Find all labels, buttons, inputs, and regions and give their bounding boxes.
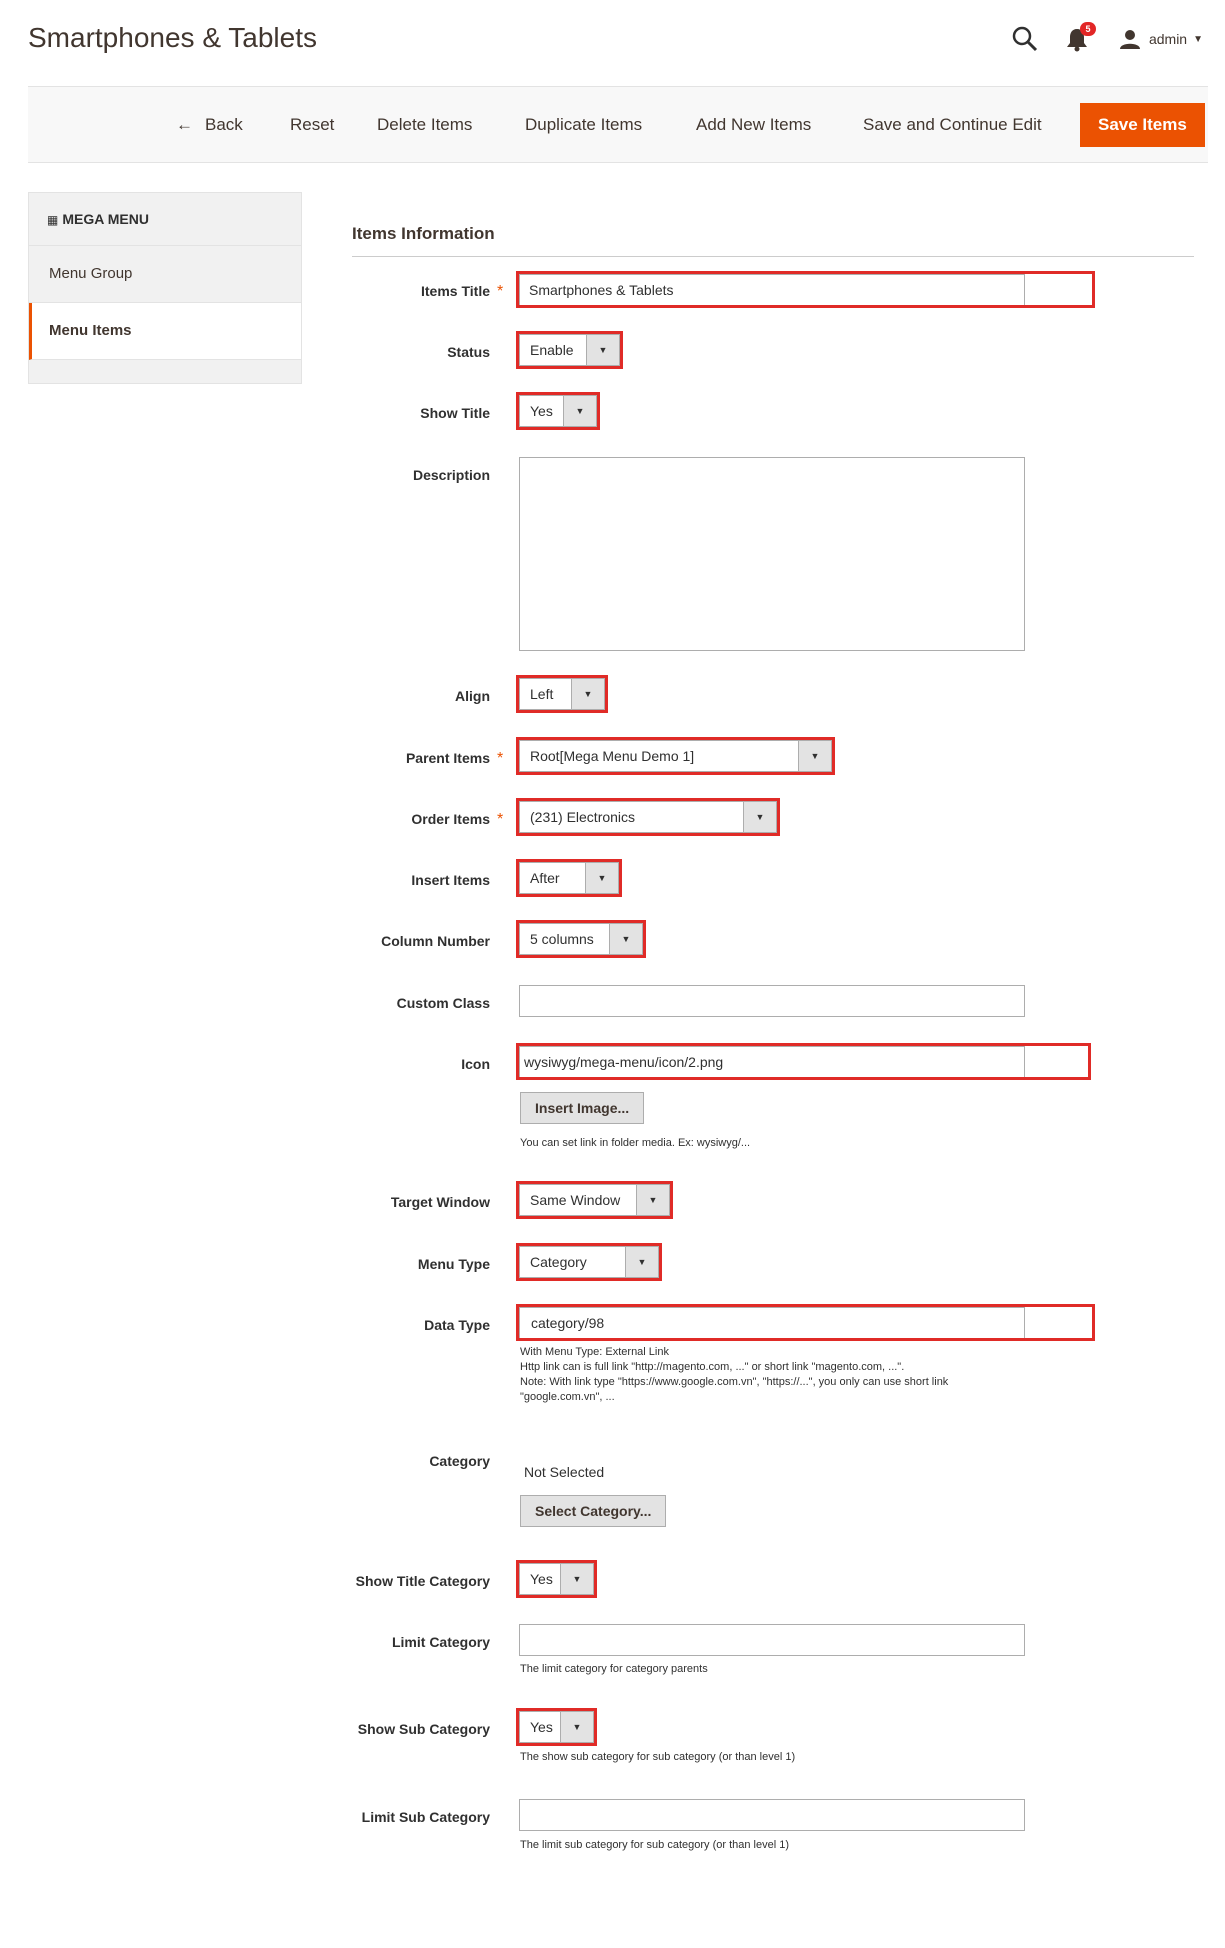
dropdown-arrow-icon: ▼ (798, 741, 831, 771)
limit-category-note: The limit category for category parents (520, 1663, 708, 1675)
back-label: Back (205, 115, 243, 134)
custom-class-input[interactable] (519, 985, 1025, 1017)
dropdown-arrow-icon: ▼ (571, 679, 604, 709)
insert-image-button[interactable]: Insert Image... (520, 1092, 644, 1124)
order-items-label: Order Items (411, 811, 490, 827)
save-and-continue-button[interactable]: Save and Continue Edit (863, 105, 1042, 145)
dropdown-arrow-icon: ▼ (609, 924, 642, 954)
parent-items-value: Root[Mega Menu Demo 1] (530, 748, 695, 764)
delete-items-button[interactable]: Delete Items (377, 105, 472, 145)
items-title-label: Items Title (421, 283, 490, 299)
user-icon (1119, 28, 1141, 50)
status-value: Enable (530, 342, 574, 358)
reset-button[interactable]: Reset (290, 105, 334, 145)
select-category-button[interactable]: Select Category... (520, 1495, 666, 1527)
action-bar (28, 86, 1208, 163)
section-divider (352, 256, 1194, 257)
column-number-label: Column Number (381, 933, 490, 949)
chevron-down-icon: ▼ (1193, 33, 1203, 45)
menu-type-label: Menu Type (417, 1256, 490, 1272)
show-sub-category-label: Show Sub Category (357, 1721, 490, 1737)
status-label: Status (447, 344, 490, 360)
category-label: Category (429, 1453, 490, 1469)
user-name: admin (1148, 31, 1188, 47)
insert-items-select[interactable] (519, 862, 619, 894)
arrow-left-icon: ← (176, 115, 193, 134)
data-type-input[interactable] (519, 1307, 1025, 1339)
notification-count-badge: 5 (1080, 22, 1096, 36)
target-window-label: Target Window (390, 1194, 490, 1210)
dropdown-arrow-icon: ▼ (743, 802, 776, 832)
column-number-value: 5 columns (530, 931, 594, 947)
header-actions (1011, 24, 1203, 54)
limit-sub-category-input[interactable] (519, 1799, 1025, 1831)
required-marker: * (497, 283, 504, 300)
data-type-note-2: Http link can is full link "http://magento.com, ..." or short link "magento.com, ...". (520, 1361, 905, 1373)
description-textarea[interactable] (519, 457, 1025, 651)
dropdown-arrow-icon: ▼ (586, 335, 619, 365)
icon-label: Icon (461, 1056, 490, 1072)
show-title-value: Yes (530, 403, 553, 419)
order-items-select[interactable] (519, 801, 777, 833)
target-window-value: Same Window (530, 1192, 621, 1208)
data-type-label: Data Type (424, 1317, 490, 1333)
align-select[interactable] (519, 678, 605, 710)
sidebar (28, 192, 302, 384)
show-title-category-select[interactable] (519, 1563, 594, 1595)
dropdown-arrow-icon: ▼ (560, 1712, 593, 1742)
sidebar-title: MEGA MENU (62, 211, 149, 227)
target-window-select[interactable] (519, 1184, 670, 1216)
data-type-note-4: "google.com.vn", ... (520, 1391, 615, 1403)
show-title-category-value: Yes (530, 1571, 553, 1587)
show-sub-category-note: The show sub category for sub category (or than level 1) (520, 1751, 796, 1763)
align-label: Align (455, 688, 490, 704)
data-type-note-1: With Menu Type: External Link (520, 1346, 669, 1358)
page-title: Smartphones & Tablets (28, 22, 317, 53)
menu-type-select[interactable] (519, 1246, 659, 1278)
show-sub-category-value: Yes (530, 1719, 553, 1735)
add-new-items-button[interactable]: Add New Items (696, 105, 811, 145)
items-title-input[interactable] (519, 274, 1025, 306)
show-title-select[interactable] (519, 395, 597, 427)
dropdown-arrow-icon: ▼ (560, 1564, 593, 1594)
sidebar-item-menu-group[interactable]: Menu Group (29, 246, 301, 303)
data-type-note-3: Note: With link type "https://www.google.com.vn", "https://...", you only can use short link (520, 1376, 949, 1388)
limit-category-input[interactable] (519, 1624, 1025, 1656)
category-value: Not Selected (524, 1464, 605, 1480)
column-number-select[interactable] (519, 923, 643, 955)
icon-note: You can set link in folder media. Ex: wysiwyg/... (520, 1137, 751, 1149)
show-title-label: Show Title (420, 405, 490, 421)
parent-items-select[interactable] (519, 740, 832, 772)
sidebar-item-menu-items[interactable]: Menu Items (29, 303, 301, 360)
icon-path-input[interactable] (519, 1046, 1025, 1078)
notifications-bell-icon[interactable] (1065, 24, 1095, 54)
parent-items-label: Parent Items (405, 750, 490, 766)
search-icon[interactable] (1011, 25, 1039, 53)
duplicate-items-button[interactable]: Duplicate Items (525, 105, 642, 145)
insert-items-label: Insert Items (411, 872, 490, 888)
description-label: Description (412, 467, 490, 483)
dropdown-arrow-icon: ▼ (585, 863, 618, 893)
show-title-category-label: Show Title Category (355, 1573, 490, 1589)
section-title: Items Information (352, 224, 495, 243)
menu-type-value: Category (530, 1254, 587, 1270)
status-select[interactable] (519, 334, 620, 366)
order-items-value: (231) Electronics (530, 809, 636, 825)
required-marker: * (497, 750, 504, 767)
custom-class-label: Custom Class (396, 995, 490, 1011)
dropdown-arrow-icon: ▼ (636, 1185, 669, 1215)
limit-sub-category-note: The limit sub category for sub category (or than level 1) (520, 1839, 790, 1851)
show-sub-category-select[interactable] (519, 1711, 594, 1743)
insert-items-value: After (530, 870, 560, 886)
user-menu[interactable] (1119, 28, 1203, 50)
grid-icon: ▦ (47, 213, 59, 227)
dropdown-arrow-icon: ▼ (563, 396, 596, 426)
save-items-button[interactable]: Save Items (1080, 103, 1205, 147)
align-value: Left (530, 686, 554, 702)
limit-sub-category-label: Limit Sub Category (361, 1809, 490, 1825)
required-marker: * (497, 811, 504, 828)
sidebar-header (29, 193, 301, 246)
back-button[interactable] (176, 105, 243, 145)
dropdown-arrow-icon: ▼ (625, 1247, 658, 1277)
limit-category-label: Limit Category (391, 1634, 490, 1650)
